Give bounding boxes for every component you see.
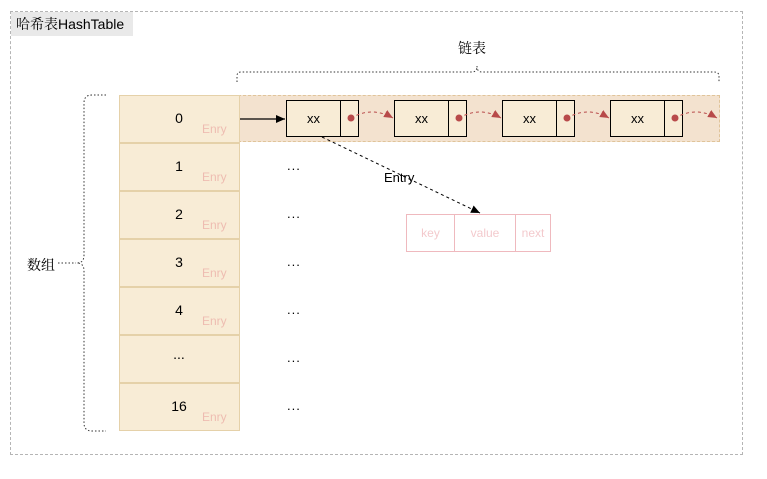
entry-field-value: value (455, 215, 516, 251)
continuation-dots: ... (287, 302, 301, 317)
node-value: xx (503, 101, 557, 136)
continuation-dots: ... (287, 206, 301, 221)
array-label: 数组 (27, 257, 55, 273)
cell-entry-label: Enry (202, 170, 227, 184)
entry-field-next: next (521, 226, 545, 240)
node-value: xx (395, 101, 449, 136)
continuation-dots: ... (287, 158, 301, 173)
cell-entry-label: Enry (202, 122, 227, 136)
cell-index: 1 (175, 158, 183, 174)
continuation-dots: ... (287, 254, 301, 269)
entry-label: Entry (384, 170, 415, 185)
continuation-dots: ... (287, 398, 301, 413)
cell-index: 0 (175, 110, 183, 126)
cell-entry-label: Enry (202, 314, 227, 328)
node-value: xx (287, 101, 341, 136)
cell-index: 16 (171, 398, 187, 414)
entry-field-key: key (407, 215, 455, 251)
cell-index: 2 (175, 206, 183, 222)
linked-list-brace (237, 66, 719, 82)
cell-index: 3 (175, 254, 183, 270)
cell-entry-label: Enry (202, 266, 227, 280)
next-pointer-dots (348, 115, 679, 122)
cell-entry-label: Enry (202, 410, 227, 424)
node-value: xx (611, 101, 665, 136)
cell-entry-label: Enry (202, 218, 227, 232)
array-brace (77, 95, 106, 431)
cell-index: ... (173, 346, 185, 362)
next-pointers (351, 112, 717, 118)
entry-detail-arrow (322, 137, 480, 213)
diagram-title: 哈希表HashTable (11, 12, 133, 36)
linked-list-label: 链表 (458, 40, 486, 56)
cell-index: 4 (175, 302, 183, 318)
continuation-dots: ... (287, 350, 301, 365)
